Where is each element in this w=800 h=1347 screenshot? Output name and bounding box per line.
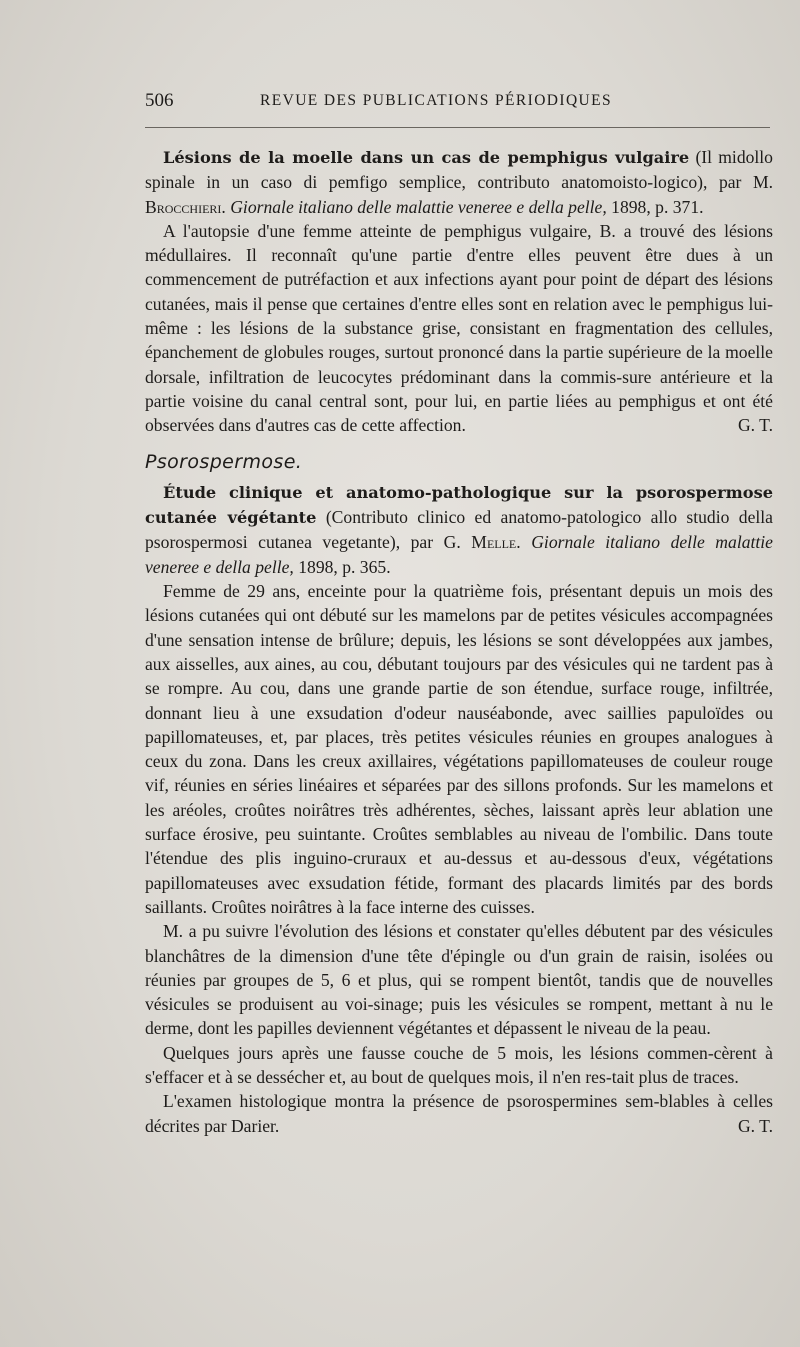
article-2-ref-part1: (Contributo clinico ed anatomo-patologico allo studio della psorospermosi cutanea vegetante), par G. bbox=[145, 507, 773, 553]
article-2-paragraph-3: Quelques jours après une fausse couche de 5 mois, les lésions commen-cèrent à s'effacer et à se dessécher et, au bout de quelques mois, il n'en res-tait plus de traces. bbox=[145, 1042, 773, 1087]
article-1-ref-part1: (Il midollo spinale in un caso di pemfigo semplice, contributo anatomoisto-logico), par M. bbox=[145, 147, 773, 193]
article-1-title: Lésions de la moelle dans un cas de pemphigus vulgaire bbox=[163, 148, 690, 167]
article-2-ref-part2: 1898, p. 365. bbox=[298, 556, 391, 577]
article-1-signature: G. T. bbox=[737, 415, 773, 436]
section-title: Psorospermose. bbox=[145, 450, 303, 473]
article-1-journal: Giornale italiano delle malattie veneree e della pelle, bbox=[230, 196, 607, 217]
article-2-title: Étude clinique et anatomo-pathologique sur la psorospermose cutanée végétante bbox=[145, 482, 773, 528]
header-rule bbox=[145, 127, 770, 128]
article-2-paragraph-4 bbox=[145, 1089, 773, 1138]
article-1-ref-part2: 1898, p. 371. bbox=[611, 196, 704, 217]
article-1-body bbox=[145, 219, 773, 438]
article-2-paragraph-1: Femme de 29 ans, enceinte pour la quatrième fois, présentant depuis un mois des lésions cutanées qui ont débuté sur les mamelons par de petites vésicules accompagnées d'une sensation intense de brûlure; depuis, les lésions se sont développées aux jambes, aux aisselles, aux aines, au cou, débutant toujours par des vésicules qui ne tardent pas à se rompre. Au cou, dans une grande partie de son étendue, surface rouge, infiltrée, donnant lieu à une exsudation d'odeur nauséabonde, avec saillies papuloïdes ou papillomateuses, et, par places, très petites vésicules réunies en groupes analogues à ceux du zona. Dans les creux axillaires, végétations papillomateuses de couleur rouge vif, réunies en séries linéaires et séparées par des sillons profonds. Sur les mamelons et les aréoles, croûtes noirâtres très adhérentes, sèches, laissant après leur ablation une surface érosive, peu suintante. Croûtes semblables au niveau de l'ombilic. Dans toute l'étendue des plis inguino-cruraux et au-dessus et au-dessous d'eux, végétations papillomateuses avec exsudation fétide, formant des placards limités par des bords saillants. Croûtes noirâtres à la face interne des cuisses. bbox=[145, 581, 773, 917]
article-2-reference bbox=[145, 480, 773, 579]
article-2-signature: G. T. bbox=[737, 1115, 773, 1136]
article-1-author: Brocchieri. bbox=[145, 196, 226, 217]
journal-title: REVUE DES PUBLICATIONS PÉRIODIQUES bbox=[260, 92, 613, 109]
article-1-text: A l'autopsie d'une femme atteinte de pemphigus vulgaire, B. a trouvé des lésions médullaires. Il reconnaît qu'une partie d'entre elles peuvent être dues à un commencement de putréfaction et aux infections ayant pour point de départ des lésions cutanées, mais il pense que certaines d'entre elles sont en relation avec le pemphigus lui-même : les lésions de la substance grise, consistant en fragmentation des cellules, épanchement de globules rouges, surtout prononcé dans la partie supérieure de la moelle dorsale, infiltration de leucocytes prédominant dans la commis-sure antérieure et la partie voisine du canal central sont, pour lui, en partie liées au pemphigus et ont été observées dans d'autres cas de cette affection. bbox=[145, 220, 773, 436]
page-number: 506 bbox=[145, 90, 174, 111]
article-1-reference bbox=[145, 145, 773, 219]
article-2-journal: Giornale italiano delle malattie veneree e della pelle, bbox=[145, 532, 773, 577]
article-2-paragraph-2: M. a pu suivre l'évolution des lésions et constater qu'elles débutent par des vésicules blanchâtres de la dimension d'une tête d'épingle ou d'un grain de raisin, isolées ou réunies par groupes de 5, 6 et plus, qui se rompent bientôt, tandis que de nouvelles vésicules se produisent au voi-sinage; puis les vésicules se rompent, mettant à nu le derme, dont les papilles deviennent végétantes et dépassent le niveau de la peau. bbox=[145, 921, 773, 1039]
running-head bbox=[145, 90, 770, 118]
article-2-paragraph-4-text: L'examen histologique montra la présence de psorospermines sem-blables à celles décrites par Darier. bbox=[145, 1091, 773, 1136]
article-2-author: Melle. bbox=[471, 532, 521, 553]
page-body bbox=[145, 145, 773, 1138]
